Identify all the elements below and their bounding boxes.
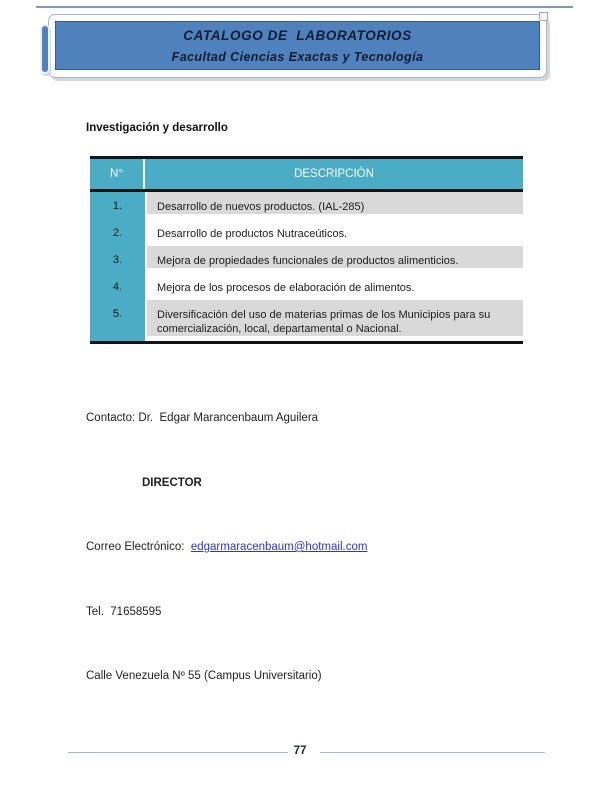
table-row bbox=[90, 219, 523, 246]
banner-fold-corner bbox=[539, 12, 548, 21]
faculty-subtitle: Facultad Ciencias Exactas y Tecnología bbox=[171, 49, 424, 64]
table-header-row bbox=[90, 156, 523, 192]
footer-rule-right bbox=[320, 752, 545, 753]
table-row bbox=[90, 246, 523, 273]
page-top-rule bbox=[36, 6, 573, 8]
research-table bbox=[90, 156, 523, 344]
row-description-cell: Mejora de los procesos de elaboración de alimentos. bbox=[145, 273, 523, 300]
contact-phone-line: Tel. 71658595 bbox=[86, 605, 162, 618]
row-number-cell: 4. bbox=[90, 273, 145, 300]
column-header-number: N° bbox=[90, 159, 145, 189]
column-header-description: DESCRIPCIÓN bbox=[294, 168, 374, 180]
page-number: 77 bbox=[293, 745, 307, 757]
row-description-cell: Desarrollo de nuevos productos. (IAL-285) bbox=[145, 192, 523, 219]
row-description-cell: Desarrollo de productos Nutraceúticos. bbox=[145, 219, 523, 246]
row-number-cell: 1. bbox=[90, 192, 145, 219]
contact-name-line: Contacto: Dr. Edgar Marancenbaum Aguilera bbox=[86, 412, 319, 424]
contact-block bbox=[86, 365, 367, 709]
email-label: Correo Electrónico: bbox=[86, 541, 191, 553]
contact-role: DIRECTOR bbox=[142, 476, 202, 489]
header-banner bbox=[48, 14, 547, 78]
banner-left-pill bbox=[40, 24, 50, 74]
footer-rule-left bbox=[68, 752, 288, 753]
row-number-cell: 5. bbox=[90, 300, 145, 341]
section-heading: Investigación y desarrollo bbox=[86, 122, 228, 134]
row-description-cell: Diversificación del uso de materias primas de los Municipios para su comercialización, local, departamental o Nacional. bbox=[145, 300, 523, 341]
table-row bbox=[90, 273, 523, 300]
banner-inner-panel bbox=[55, 21, 540, 70]
row-number-cell: 3. bbox=[90, 246, 145, 273]
table-body bbox=[90, 192, 523, 344]
contact-email-line bbox=[86, 537, 367, 559]
email-link[interactable]: edgarmaracenbaum@hotmail.com bbox=[190, 541, 368, 553]
table-row bbox=[90, 300, 523, 341]
table-row bbox=[90, 192, 523, 219]
row-number-cell: 2. bbox=[90, 219, 145, 246]
catalog-title: CATALOGO DE LABORATORIOS bbox=[183, 27, 412, 43]
row-description-cell: Mejora de propiedades funcionales de productos alimenticios. bbox=[145, 246, 523, 273]
contact-address-line: Calle Venezuela Nº 55 (Campus Universitario) bbox=[86, 670, 322, 682]
